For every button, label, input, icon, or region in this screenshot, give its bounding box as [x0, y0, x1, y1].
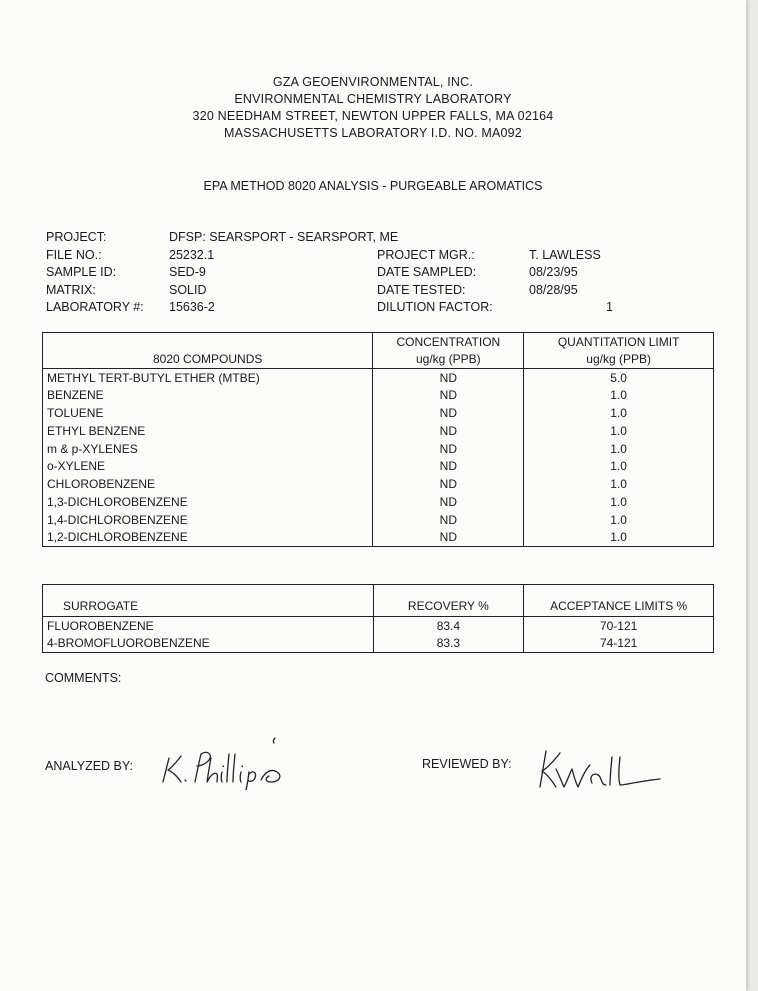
laboratory-number-label: LABORATORY #:: [46, 300, 144, 314]
reviewed-by-label: REVIEWED BY:: [422, 757, 512, 771]
compound-name: METHYL TERT-BUTYL ETHER (MTBE): [43, 369, 373, 387]
method-title: EPA METHOD 8020 ANALYSIS - PURGEABLE AROMATICS: [203, 179, 543, 193]
compound-concentration: ND: [373, 386, 524, 404]
lab-name: ENVIRONMENTAL CHEMISTRY LABORATORY: [234, 92, 512, 106]
lab-address: 320 NEEDHAM STREET, NEWTON UPPER FALLS, MA 02164: [192, 109, 554, 123]
table-row: [43, 386, 714, 404]
table-row: [43, 529, 714, 547]
compound-name: 1,3-DICHLOROBENZENE: [43, 493, 373, 511]
table-row: [43, 422, 714, 440]
concentration-column-header: CONCENTRATION ug/kg (PPB): [373, 333, 524, 369]
sample-id-label: SAMPLE ID:: [46, 265, 117, 279]
matrix-label: MATRIX:: [46, 282, 96, 297]
compound-limit: 1.0: [524, 404, 714, 422]
compound-name: m & p-XYLENES: [43, 440, 373, 458]
file-no-label: FILE NO.:: [46, 247, 102, 262]
compound-name: TOLUENE: [43, 404, 373, 422]
compound-concentration: ND: [373, 440, 524, 458]
surrogate-name: FLUOROBENZENE: [43, 617, 374, 635]
table-row: [43, 457, 714, 475]
compound-limit: 1.0: [524, 457, 714, 475]
table-row: [43, 475, 714, 493]
compound-limit: 1.0: [524, 493, 714, 511]
compounds-table: [42, 332, 714, 547]
table-row: [43, 511, 714, 529]
surrogate-recovery: 83.3: [373, 635, 524, 653]
table-row: [43, 493, 714, 511]
compound-concentration: ND: [373, 457, 524, 475]
compound-name: o-XYLENE: [43, 457, 373, 475]
info-left-values: [169, 229, 398, 317]
dilution-factor-label: DILUTION FACTOR:: [377, 300, 493, 314]
surrogate-table: [42, 584, 714, 653]
surrogate-header-row: [43, 585, 714, 617]
project-mgr-label: PROJECT MGR.:: [377, 247, 475, 262]
sample-id-value: SED-9: [169, 265, 206, 279]
compound-name: ETHYL BENZENE: [43, 422, 373, 440]
info-right-values: [529, 247, 613, 317]
acceptance-limits-column-header: ACCEPTANCE LIMITS %: [524, 585, 714, 617]
compound-name: 1,2-DICHLOROBENZENE: [43, 529, 373, 547]
recovery-column-header: RECOVERY %: [373, 585, 524, 617]
surrogate-name: 4-BROMOFLUOROBENZENE: [43, 635, 374, 653]
compounds-column-header: 8020 COMPOUNDS: [43, 333, 373, 369]
date-tested-label: DATE TESTED:: [377, 282, 466, 297]
compound-concentration: ND: [373, 422, 524, 440]
project-label: PROJECT:: [46, 230, 107, 244]
project-value: DFSP: SEARSPORT - SEARSPORT, ME: [169, 230, 399, 244]
compound-limit: 1.0: [524, 529, 714, 547]
lab-header: [0, 74, 746, 142]
compound-name: CHLOROBENZENE: [43, 475, 373, 493]
matrix-value: SOLID: [169, 282, 207, 297]
project-mgr-value: T. LAWLESS: [529, 247, 601, 262]
compound-concentration: ND: [373, 493, 524, 511]
compound-concentration: ND: [373, 529, 524, 547]
table-row: [43, 369, 714, 387]
analyzed-by-signature: [155, 728, 330, 790]
compound-limit: 1.0: [524, 475, 714, 493]
compound-name: BENZENE: [43, 386, 373, 404]
surrogate-column-header: SURROGATE: [43, 585, 374, 617]
analyzed-by-label: ANALYZED BY:: [45, 759, 133, 773]
compound-limit: 1.0: [524, 440, 714, 458]
company-name: GZA GEOENVIRONMENTAL, INC.: [272, 75, 474, 89]
surrogate-limits: 74-121: [524, 635, 714, 653]
dilution-factor-value: 1: [606, 300, 613, 314]
compounds-body: [43, 369, 714, 547]
table-row: [43, 440, 714, 458]
date-tested-value: 08/28/95: [529, 282, 578, 297]
lab-id: MASSACHUSETTS LABORATORY I.D. NO. MA092: [224, 126, 522, 140]
info-right-labels: [377, 247, 493, 317]
surrogate-limits: 70-121: [524, 617, 714, 635]
date-sampled-value: 08/23/95: [529, 265, 578, 279]
info-left-labels: [46, 229, 144, 317]
compound-concentration: ND: [373, 475, 524, 493]
surrogate-recovery: 83.4: [373, 617, 524, 635]
compound-name: 1,4-DICHLOROBENZENE: [43, 511, 373, 529]
compound-limit: 1.0: [524, 511, 714, 529]
date-sampled-label: DATE SAMPLED:: [377, 265, 477, 279]
comments-label: COMMENTS:: [45, 671, 122, 685]
compound-concentration: ND: [373, 404, 524, 422]
table-row: [43, 635, 714, 653]
laboratory-number-value: 15636-2: [169, 300, 215, 314]
compound-concentration: ND: [373, 511, 524, 529]
table-row: [43, 404, 714, 422]
reviewed-by-signature: [530, 745, 665, 793]
compound-limit: 1.0: [524, 386, 714, 404]
quantitation-limit-column-header: QUANTITATION LIMIT ug/kg (PPB): [524, 333, 714, 369]
file-no-value: 25232.1: [169, 247, 215, 262]
compound-limit: 5.0: [524, 369, 714, 387]
compounds-header-row: [43, 333, 714, 369]
compound-concentration: ND: [373, 369, 524, 387]
table-row: [43, 617, 714, 635]
compound-limit: 1.0: [524, 422, 714, 440]
